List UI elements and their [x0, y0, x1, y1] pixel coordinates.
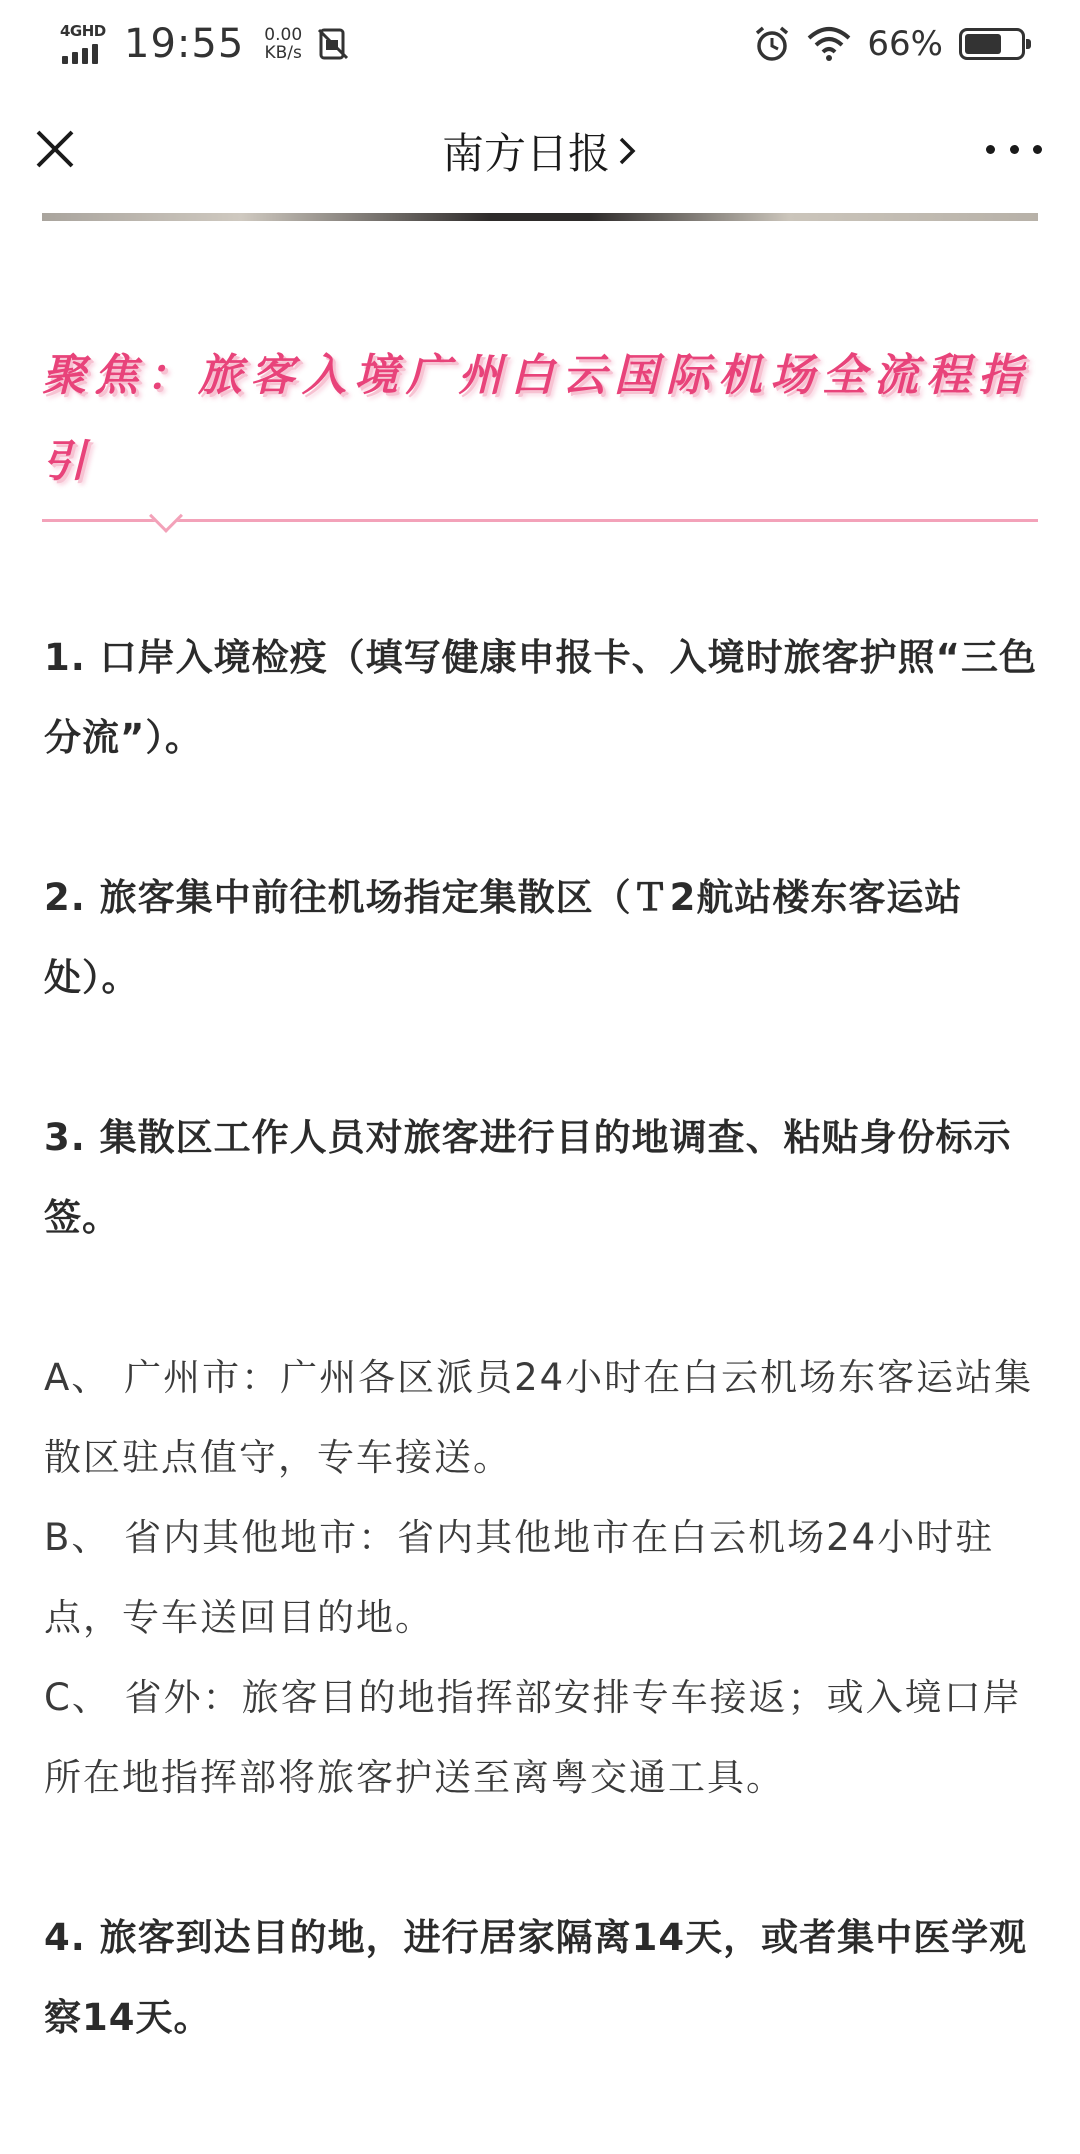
step-2: 2. 旅客集中前往机场指定集散区（Ｔ2航站楼东客运站处）。	[44, 876, 963, 999]
sub-item-c: C、 省外：旅客目的地指挥部安排专车接返；或入境口岸所在地指挥部将旅客护送至离粤交通工具。	[44, 1676, 1022, 1799]
battery-level	[965, 34, 1001, 54]
nav-bar	[0, 88, 1080, 213]
status-bar	[0, 0, 1080, 88]
more-icon[interactable]	[986, 134, 1042, 164]
no-sim-icon	[316, 27, 350, 61]
clock: 19:55	[124, 21, 245, 67]
close-icon[interactable]	[30, 124, 80, 174]
status-right	[753, 24, 1025, 64]
alarm-icon	[753, 25, 791, 63]
article-body	[0, 213, 1080, 2154]
nav-title: 南方日报	[441, 128, 610, 178]
step-4: 4. 旅客到达目的地，进行居家隔离14天，或者集中医学观察14天。	[44, 1916, 1028, 2039]
step-1: 1. 口岸入境检疫（填写健康申报卡、入境时旅客护照“三色分流”）。	[44, 636, 1037, 759]
speed-unit: KB/s	[264, 43, 302, 63]
sub-item-a: A、 广州市：广州各区派员24小时在白云机场东客运站集散区驻点值守，专车接送。	[44, 1356, 1034, 1479]
wifi-icon	[807, 26, 851, 62]
step-3: 3. 集散区工作人员对旅客进行目的地调查、粘贴身份标示签。	[44, 1116, 1012, 1239]
battery-percent: 66%	[867, 24, 943, 64]
article-image-bottom	[42, 213, 1038, 221]
chevron-right-icon	[616, 134, 638, 168]
status-left	[60, 21, 350, 67]
network-speed	[264, 26, 302, 62]
speed-value: 0.00	[264, 25, 303, 45]
heading-divider	[42, 519, 1038, 522]
section-heading-block	[42, 333, 1038, 522]
network-type: 4GHD	[60, 22, 106, 40]
battery-icon	[959, 28, 1025, 60]
sub-item-b: B、 省内其他地市：省内其他地市在白云机场24小时驻点，专车送回目的地。	[44, 1516, 995, 1639]
section-heading: 聚焦：旅客入境广州白云国际机场全流程指引	[42, 350, 1030, 487]
account-name-link[interactable]	[442, 121, 638, 181]
signal-icon	[60, 22, 110, 66]
